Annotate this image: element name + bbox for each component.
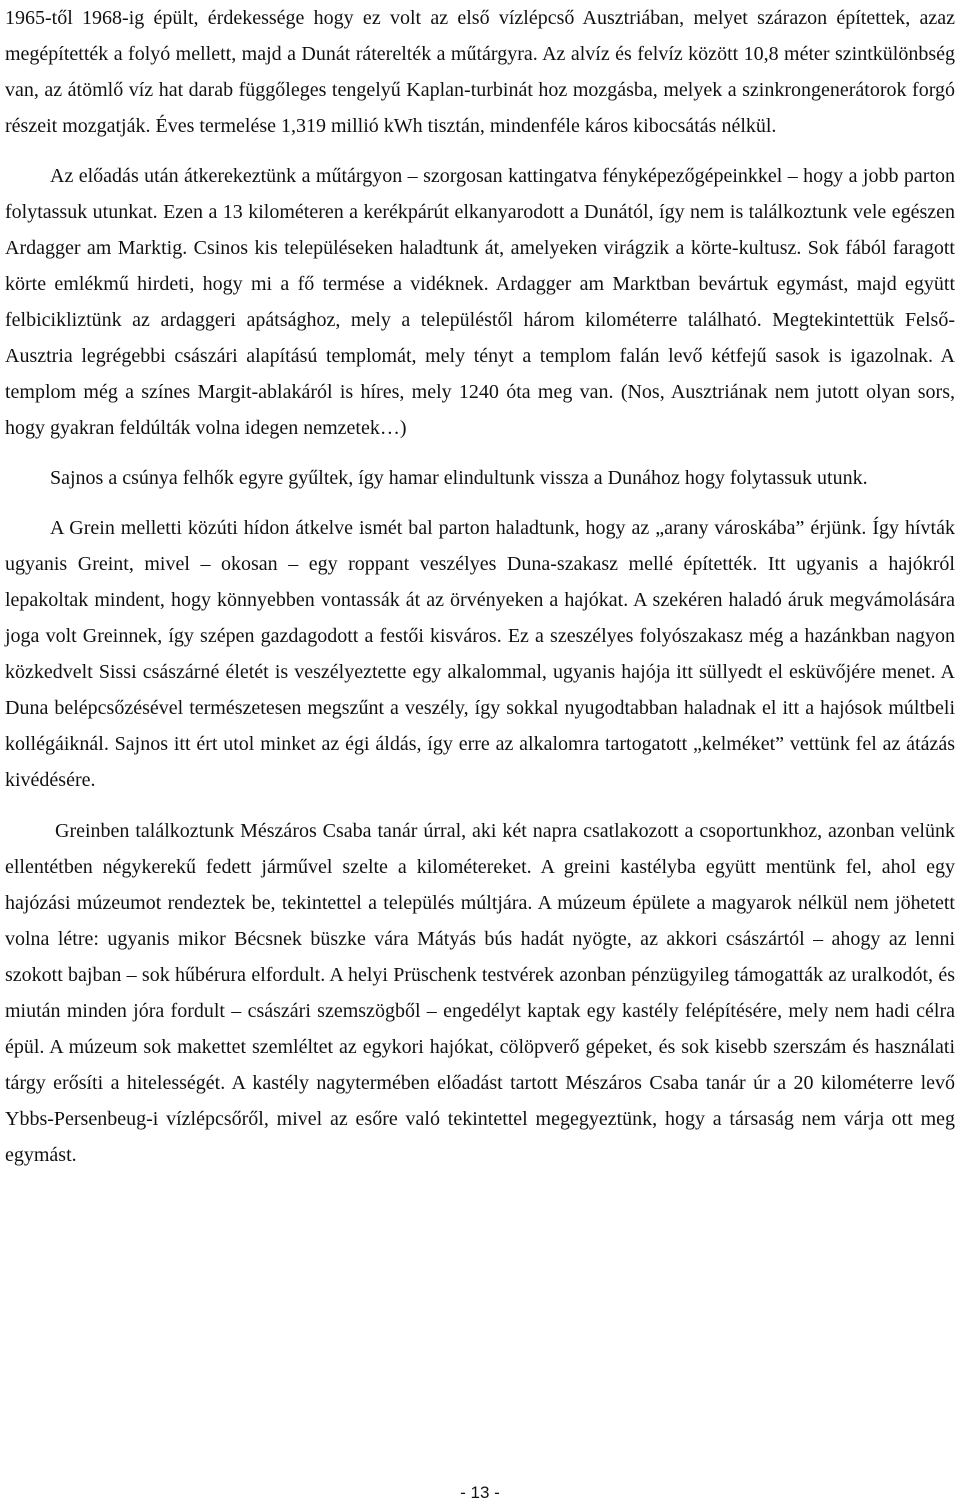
- paragraph-5: Greinben találkoztunk Mészáros Csaba tanár úrral, aki két napra csatlakozott a csoportunkhoz, azonban velünk ellentétben négykerekű fedett járművel szelte a kilométereket. A greini kastélyba együtt mentünk fel, ahol egy hajózási múzeumot rendeztek be, tekintettel a település múltjára. A múzeum épülete a magyarok nélkül nem jöhetett volna létre: ugyanis mikor Bécsnek büszke vára Mátyás bús hadát nyögte, az akkori császártól – ahogy az lenni szokott bajban – sok hűbérura elfordult. A helyi Prüschenk testvérek azonban pénzügyileg támogatták az uralkodót, és miután minden jóra fordult – császári szemszögből – engedélyt kaptak egy kastély felépítésére, mely nem hadi célra épül. A múzeum sok makettet szemléltet az egykori hajókat, cölöpverő gépeket, és sok kisebb szerszám és használati tárgy erősíti a hitelességét. A kastély nagytermében előadást tartott Mészáros Csaba tanár úr a 20 kilométerre levő Ybbs-Persenbeug-i vízlépcsőről, mivel az esőre való tekintettel megegyeztünk, hogy a társaság nem várja ott meg egymást.: [5, 820, 955, 1166]
- document-page: [5, 0, 955, 1173]
- page-number: - 13 -: [460, 1483, 500, 1502]
- paragraph-3: Sajnos a csúnya felhők egyre gyűltek, így hamar elindultunk vissza a Dunához hogy folytassuk utunk.: [50, 467, 868, 489]
- paragraph-4: A Grein melletti közúti hídon átkelve ismét bal parton haladtunk, hogy az „arany városkába” érjünk. Így hívták ugyanis Greint, mivel – okosan – egy roppant veszélyes Duna-szakasz mellé építették. Itt ugyanis a hajókról lepakoltak mindent, hogy könnyebben vontassák át az örvényeken a hajókat. A szekéren haladó áruk megvámolására joga volt Greinnek, így szépen gazdagodott a festői kisváros. Ez a szeszélyes folyószakasz még a hazánkban nagyon közkedvelt Sissi császárné életét is veszélyeztette egy alkalommal, ugyanis hajója itt süllyedt el esküvőjére menet. A Duna belépcsőzésével természetesen megszűnt a veszély, így sokkal nyugodtabban haladnak el itt a hajósok múltbeli kollégáiknál. Sajnos itt ért utol minket az égi áldás, így erre az alkalomra tartogatott „kelméket” vettünk fel az átázás kivédésére.: [5, 517, 955, 791]
- paragraph-2: Az előadás után átkerekeztünk a műtárgyon – szorgosan kattingatva fényképezőgépeinkkel – hogy a jobb parton folytassuk utunkat. Ezen a 13 kilométeren a kerékpárút elkanyarodott a Dunától, így nem is találkoztunk vele egészen Ardagger am Marktig. Csinos kis településeken haladtunk át, amelyeken virágzik a körte-kultusz. Sok fából faragott körte emlékmű hirdeti, hogy mi a fő termése a vidéknek. Ardagger am Marktban bevártuk egymást, majd együtt felbicikliztünk az ardaggeri apátsághoz, mely a településtől három kilométerre található. Megtekintettük Felső-Ausztria legrégebbi császári alapítású templomát, mely tényt a templom falán levő kétfejű sasok is igazolnak. A templom még a színes Margit-ablakáról is híres, mely 1240 óta meg van. (Nos, Ausztriának nem jutott olyan sors, hogy gyakran feldúlták volna idegen nemzetek…): [5, 165, 955, 439]
- paragraph-1: 1965-től 1968-ig épült, érdekessége hogy ez volt az első vízlépcső Ausztriában, melyet szárazon építettek, azaz megépítették a folyó mellett, majd a Dunát ráterelték a műtárgyra. Az alvíz és felvíz között 10,8 méter szintkülönbség van, az átömlő víz hat darab függőleges tengelyű Kaplan-turbinát hoz mozgásba, melyek a szinkrongenerátorok forgó részeit mozgatják. Éves termelése 1,319 millió kWh tisztán, mindenféle káros kibocsátás nélkül.: [5, 7, 955, 137]
